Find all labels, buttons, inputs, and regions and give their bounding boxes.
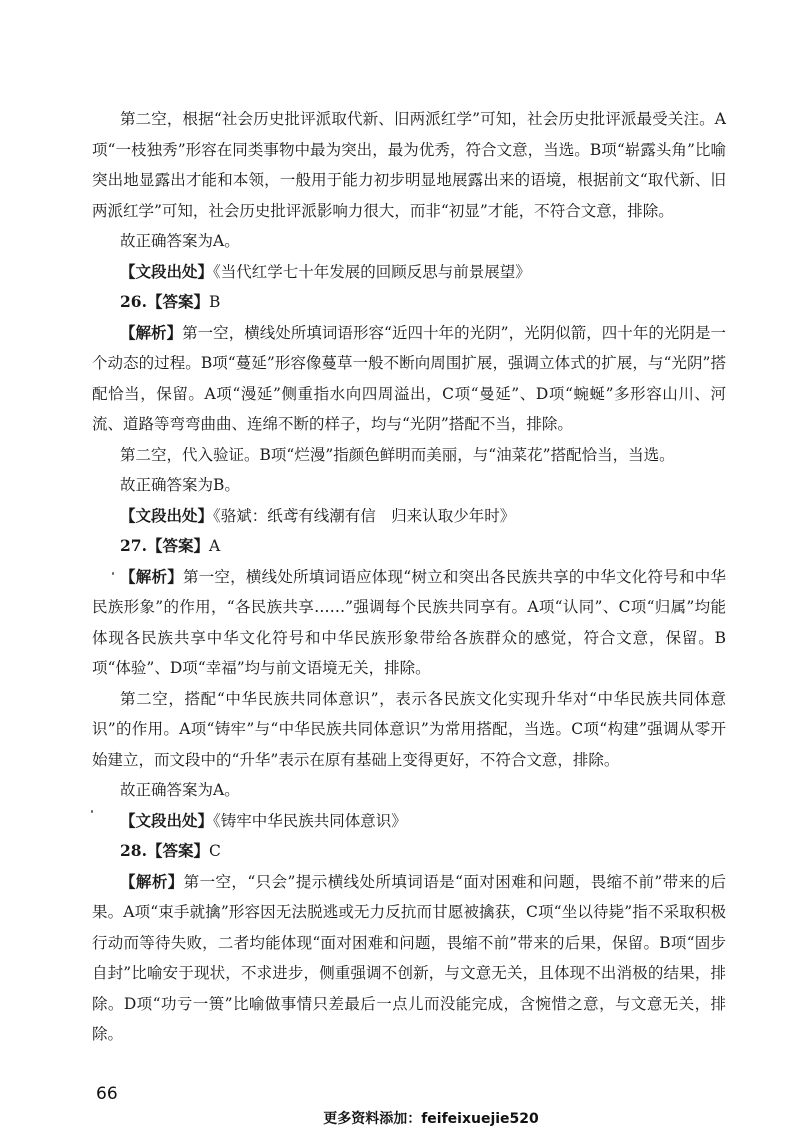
paragraph-3: 【文段出处】《当代红学七十年发展的回顾反思与前景展望》	[120, 261, 531, 281]
footer-note: 更多资料添加：feifeixuejie520	[323, 1111, 539, 1127]
paragraph-1: 第二空，根据“社会历史批评派取代新、旧两派红学”可知，社会历史批评派最受关注。A项“一枝独秀”形容在同类事物中最为突出，最为优秀，符合文意，当选。B项“崭露头角”比喻突出地显露出才能和本领，一般用于能力初步明显地展露出来的语境，根据前文“取代新、旧两派红学”可知，社会历史批评派影响力很大，而非“初显”才能，不符合文意，排除。	[92, 110, 726, 220]
paragraph-7: 故正确答案为B。	[120, 476, 240, 494]
scan-speck	[91, 810, 93, 813]
paragraph-13: 【文段出处】《铸牢中华民族共同体意识》	[120, 810, 407, 830]
answer-explanations	[92, 104, 726, 1050]
paragraph-8: 【文段出处】《骆斌：纸鸢有线潮有信 归来认取少年时》	[120, 505, 516, 525]
paragraph-5: 【解析】第一空，横线处所填词语形容“近四十年的光阴”，光阴似箭，四十年的光阴是一个动态的过程。B项“蔓延”形容像蔓草一般不断向周围扩展，强调立体式的扩展，与“光阴”搭配恰当，保留。A项“漫延”侧重指水向四周溢出，C项“曼延”、D项“蜿蜒”多形容山川、河流、道路等弯弯曲曲、连绵不断的样子，均与“光阴”搭配不当，排除。	[92, 322, 726, 433]
paragraph-14: 28.【答案】C	[120, 841, 221, 860]
scan-speck	[112, 572, 114, 575]
paragraph-10: 【解析】第一空，横线处所填词语应体现“树立和突出各民族共享的中华文化符号和中华民族形象”的作用，“各民族共享……”强调每个民族共同享有。A项“认同”、C项“归属”均能体现各民族共享中华文化符号和中华民族形象带给各族群众的感觉，符合文意，保留。B项“体验”、D项“幸福”均与前文语境无关，排除。	[92, 566, 726, 677]
page-number: 66	[96, 1084, 118, 1104]
paragraph-2: 故正确答案为A。	[120, 232, 240, 250]
paragraph-9: 27.【答案】A	[120, 536, 221, 555]
paragraph-15: 【解析】第一空，“只会”提示横线处所填词语是“面对困难和问题，畏缩不前”带来的后果。A项“束手就擒”形容因无法脱逃或无力反抗而甘愿被擒获，C项“坐以待毙”指不采取积极行动而等待失败，二者均能体现“面对困难和问题，畏缩不前”带来的后果，保留。B项“固步自封”比喻安于现状，不求进步，侧重强调不创新，与文意无关，且体现不出消极的结果，排除。D项“功亏一篑”比喻做事情只差最后一点儿而没能完成，含惋惜之意，与文意无关，排除。	[92, 871, 726, 1043]
paragraph-11: 第二空，搭配“中华民族共同体意识”，表示各民族文化实现升华对“中华民族共同体意识”的作用。A项“铸牢”与“中华民族共同体意识”为常用搭配，当选。C项“构建”强调从零开始建立，而文段中的“升华”表示在原有基础上变得更好，不符合文意，排除。	[92, 689, 726, 769]
paragraph-6: 第二空，代入验证。B项“烂漫”指颜色鲜明而美丽，与“油菜花”搭配恰当，当选。	[120, 445, 675, 464]
paragraph-4: 26.【答案】B	[120, 292, 221, 311]
paragraph-12: 故正确答案为A。	[120, 781, 240, 799]
